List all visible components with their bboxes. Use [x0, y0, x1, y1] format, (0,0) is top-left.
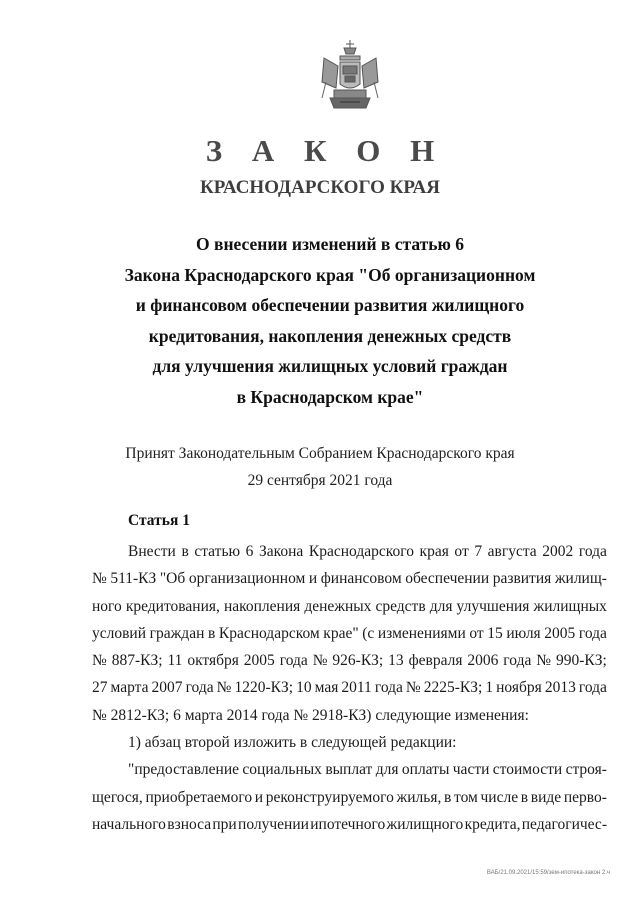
word: (с — [362, 624, 375, 642]
word: жилищного — [386, 815, 464, 833]
word: года — [578, 624, 607, 642]
word: 7 — [474, 543, 483, 560]
word: обеспечении — [405, 570, 490, 588]
word: мая — [314, 679, 339, 697]
word: организационном — [188, 570, 306, 588]
coat-of-arms-emblem — [316, 40, 384, 112]
word: средств — [375, 597, 426, 615]
adoption-date: 29 сентября 2021 года — [247, 472, 393, 489]
footer-file-stamp: ВАБ/21.09.2021/15:59/зем-ипотека-закон 2.ч — [486, 870, 610, 876]
word: жилищ- — [554, 570, 607, 588]
word: от — [454, 543, 469, 560]
list-item-1: 1) абзац второй изложить в следующей редакции: — [128, 734, 457, 752]
word: 10 — [296, 679, 312, 697]
word: виде — [530, 788, 562, 806]
word: 2013 — [544, 679, 576, 697]
word: марта — [110, 679, 149, 697]
word: № — [92, 570, 107, 588]
word: Краснодарском — [218, 624, 320, 642]
body-line — [92, 593, 607, 620]
word: № — [92, 652, 107, 670]
word: педагогичес- — [521, 815, 607, 833]
body-line — [92, 647, 607, 674]
word: крае" — [323, 624, 359, 642]
word: жилья, — [396, 788, 442, 806]
region-name: КРАСНОДАРСКОГО КРАЯ — [199, 177, 441, 198]
word: финансовом — [320, 570, 402, 588]
word: социальных — [242, 761, 322, 779]
word: 2005 — [243, 652, 275, 670]
word: № — [405, 679, 421, 697]
word: реконструируемого — [265, 788, 394, 806]
word: 926-КЗ; — [332, 652, 384, 670]
word: февраля — [408, 652, 463, 670]
word: № — [312, 652, 328, 670]
word: развития — [492, 570, 552, 588]
word: 1 — [485, 679, 494, 697]
word: том — [454, 788, 478, 806]
word: 1220-КЗ; — [234, 679, 294, 697]
word: ипотечного — [310, 815, 386, 833]
body-line — [92, 565, 607, 592]
body-line — [92, 538, 607, 565]
quote-line — [92, 784, 607, 811]
word: года — [578, 543, 607, 560]
word: "предоставление — [128, 761, 239, 779]
word: 15 — [487, 624, 503, 642]
word: года — [279, 652, 308, 670]
heading-line: О внесении изменений в статью 6 — [196, 234, 464, 254]
word: приобретаемого — [145, 788, 253, 806]
word: 27 — [92, 679, 108, 697]
quote-line — [92, 811, 607, 838]
word: Внести — [128, 543, 176, 560]
word: Краснодарского — [308, 543, 414, 560]
heading-line: кредитования, накопления денежных средств — [148, 325, 512, 346]
word: 11 — [167, 652, 183, 670]
word: числе — [480, 788, 519, 806]
word: № — [216, 679, 232, 697]
word: года — [185, 679, 214, 697]
word: 2002 — [542, 543, 574, 560]
word: 2225-КЗ; — [423, 679, 483, 697]
word: перво- — [563, 788, 607, 806]
adoption-note — [0, 440, 640, 494]
word: в — [444, 788, 452, 806]
word: начального — [92, 815, 166, 833]
word: для — [429, 597, 453, 615]
word: в — [207, 624, 216, 642]
word: щегося, — [92, 788, 143, 806]
heading-line: и финансовом обеспечении развития жилищного — [135, 295, 525, 315]
word: "Об — [159, 570, 186, 588]
word: взноса — [167, 815, 212, 833]
word: денежных — [304, 597, 372, 615]
word: в — [181, 543, 189, 560]
body-line — [92, 620, 607, 647]
word: при — [212, 815, 237, 833]
word: и — [308, 570, 318, 588]
word: июля — [506, 624, 541, 642]
word: части — [452, 761, 490, 779]
word: года — [374, 679, 403, 697]
word: выплат — [325, 761, 373, 779]
word: 13 — [388, 652, 404, 670]
word: получении — [238, 815, 309, 833]
quote-line — [92, 756, 607, 783]
word: 990-КЗ; — [555, 652, 607, 670]
word: 2006 — [467, 652, 499, 670]
word: и — [254, 788, 264, 806]
word: года — [503, 652, 532, 670]
word: октября — [187, 652, 239, 670]
body-line — [92, 702, 607, 729]
word: 2011 — [341, 679, 372, 697]
body-line-text: № 2812-КЗ; 6 марта 2014 года № 2918-КЗ) следующие изменения: — [92, 706, 529, 724]
law-title: З А К О Н — [205, 133, 446, 168]
word: от — [469, 624, 484, 642]
word: условий — [92, 624, 147, 642]
article-body — [92, 538, 607, 838]
word: 6 — [245, 543, 254, 560]
heading-line: для улучшения жилищных условий граждан — [152, 356, 508, 376]
word: года — [578, 679, 607, 697]
word: Закона — [259, 543, 304, 560]
word: ного — [92, 597, 122, 615]
word: жилищных — [533, 597, 607, 615]
word: 887-КЗ; — [111, 652, 163, 670]
word: кредита, — [464, 815, 521, 833]
word: статью — [194, 543, 241, 560]
word: 2007 — [151, 679, 183, 697]
word: оплаты — [401, 761, 450, 779]
word: края — [419, 543, 449, 560]
word: для — [375, 761, 399, 779]
word: августа — [487, 543, 537, 560]
heading-line: Закона Краснодарского края "Об организационном — [124, 264, 536, 285]
word: улучшения — [456, 597, 530, 615]
law-heading — [80, 229, 580, 412]
word: стоимости — [492, 761, 563, 779]
article-title: Статья 1 — [128, 512, 190, 529]
adoption-line: Принят Законодательным Собранием Краснодарского края — [125, 445, 515, 462]
word: в — [520, 788, 529, 806]
word: ноября — [496, 679, 542, 697]
word: кредитования, — [125, 597, 220, 615]
word: 2005 — [544, 624, 576, 642]
word: № — [536, 652, 552, 670]
heading-line: в Краснодарском крае" — [236, 386, 424, 407]
body-line — [92, 674, 607, 701]
word: накопления — [223, 597, 301, 615]
word: изменениями — [377, 624, 466, 642]
word: строя- — [565, 761, 607, 779]
word: граждан — [149, 624, 205, 642]
word: 511-КЗ — [110, 570, 157, 588]
